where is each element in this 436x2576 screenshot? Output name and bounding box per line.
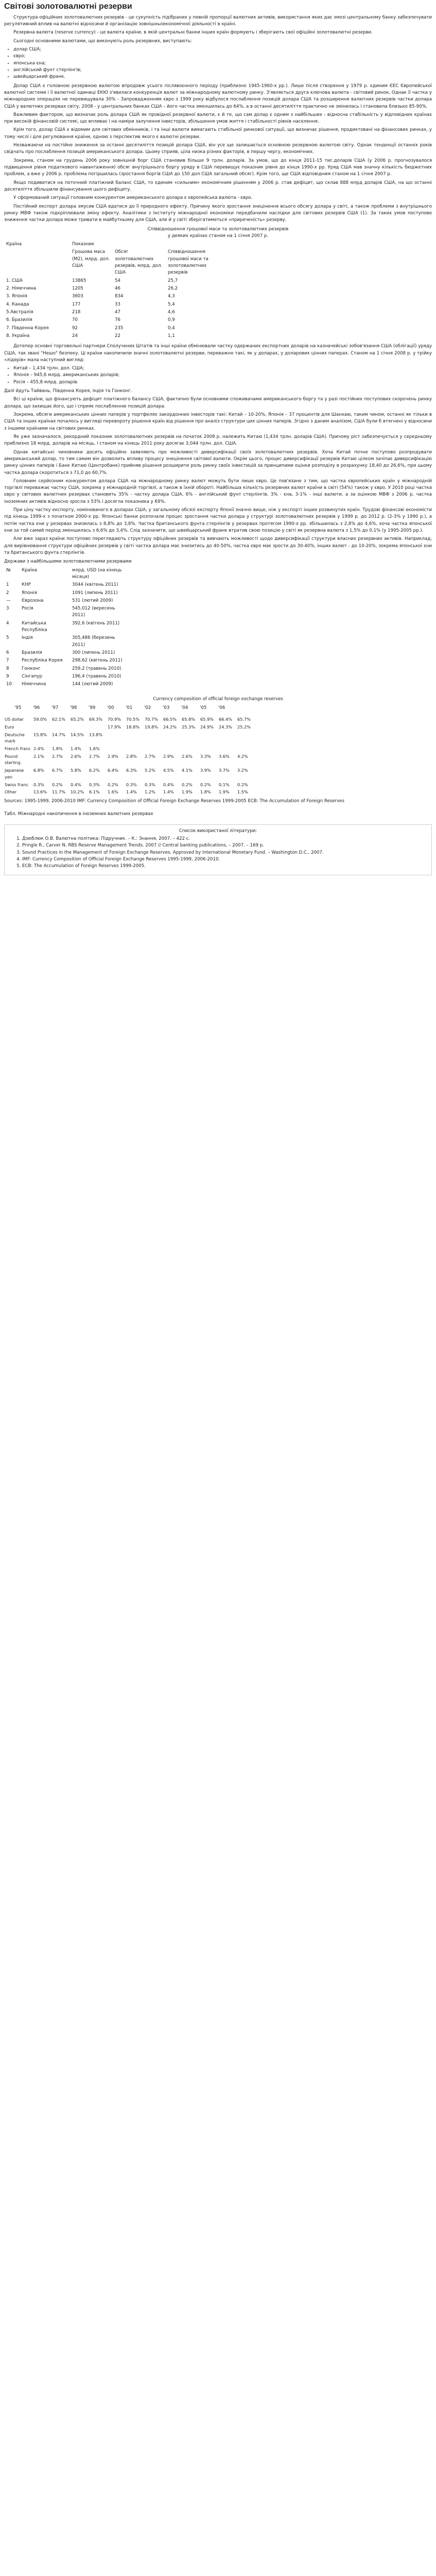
- paragraph: Долар США є головною резервною валютою впродовж усього післявоєнного періоду (приблизно 1945-1960-х рр.). Лише після створення у 1979 р. єдиним ЄЕС Європейської валютної системи і її валютної одиниці ЕКЮ з'явилася конкуренція валют за міжнародному валютному ринку. З'являється друга ключова валюта - світовий ринок, Однак її частка у міжнародних операціях не перевищувала 30% - Запровадженням євро з 1999 року відбулося послаблення позицій долара США та розширення валютних резервів частки долара США у валютних резервах світу, 2008 - у центральних банках США – його частка зменшилась до 64%, а в останні десятиліття практично не змінилась і становила близько 85-90%.: [4, 83, 432, 109]
- series-name: French franc: [5, 746, 31, 752]
- data-cell: 3.9%: [200, 768, 211, 773]
- data-cell: 24.2%: [163, 724, 177, 730]
- table-row: [4, 716, 255, 723]
- data-cell: [218, 745, 237, 753]
- table-cell: 3: [6, 606, 9, 612]
- data-cell: 1.5%: [237, 789, 248, 795]
- paragraph: Постійний експорт долара змусив США вдатися до її природного ефекту. Причину якого зростання знецінення всього обсягу долара у світі, а також проблеми з внутрішнього ринку МВФ також підкріплювали зміну ефекту. Аналітики з Інституту міжнародної економіки передбачили наслідки для світових резервів США (1). За таких умов поступове зниження частки долара може тривати в майбутньому для США, але й у світі зберігатиметься «приреченість» резерву.: [4, 204, 432, 223]
- data-cell: 70.9%: [108, 717, 121, 722]
- data-cell: 2.1%: [33, 753, 44, 759]
- data-cell: [237, 745, 255, 753]
- data-cell: 0.2%: [200, 782, 211, 787]
- table-row: [4, 731, 255, 745]
- data-cell: 0.4%: [163, 782, 174, 787]
- table-row: [4, 620, 131, 635]
- article: [0, 0, 436, 875]
- reference-item: 2. Pringle R., Carver N. RBS Reserve Management Trends. 2007 // Central banking publications, – 2007. – 169 p.: [22, 842, 426, 849]
- section-b: [4, 343, 432, 395]
- table-cell: 7: [6, 658, 9, 664]
- table-cell: 4: [6, 620, 9, 626]
- table-cell: 8: [6, 666, 9, 671]
- table-cell: 2: [6, 590, 9, 596]
- data-cell: 0.3%: [89, 782, 100, 787]
- data-cell: [181, 731, 200, 745]
- data-cell: 70.7%: [145, 717, 159, 722]
- table-row: [4, 634, 131, 649]
- data-cell: 6.1%: [89, 789, 100, 795]
- series-name: Deutsche mark: [5, 732, 25, 744]
- table-row: [4, 277, 226, 285]
- data-cell: 2.9%: [108, 753, 118, 759]
- data-cell: [218, 731, 237, 745]
- paragraph: У сформований ситуації головним конкурентом американського долара є європейська валюта - євро.: [13, 195, 253, 201]
- list-item: • євро;: [13, 53, 432, 60]
- table-cell: 196,4 (травень 2010): [72, 673, 121, 679]
- table-row: [4, 723, 255, 731]
- data-cell: 14.5%: [71, 732, 84, 737]
- data-cell: 1.2%: [145, 789, 155, 795]
- data-cell: [181, 745, 200, 753]
- table-row: [4, 309, 226, 316]
- data-cell: 1.4%: [71, 746, 81, 752]
- table-row: [4, 753, 255, 767]
- header-cell: Співвідношення грошової маси та золотовалютних резервів: [168, 249, 208, 276]
- table-header-row: [4, 567, 131, 582]
- data-cell: 6.4%: [108, 768, 118, 773]
- table-cell: 259,2 (травень 2010): [72, 666, 121, 671]
- data-cell: 0.3%: [145, 782, 155, 787]
- paragraph: Як уже зазначалося, рекордний показник золотовалютних резервів на початок 2008 р. належить Китаю (1,434 трлн. доларів США). Причому ріст забезпечується у середньому приблизно 18 млрд. доларів на місяць, і станом на кінець 2011 року досягає 3,044 трлн. дол. США.: [4, 434, 432, 447]
- table-cell: 177: [72, 301, 81, 307]
- data-cell: [70, 723, 89, 731]
- paragraph: Всі ці країни, що фінансують дефіцит платіжного балансу США, фактично були основними споживачами американського боргу та у разі постійних поступових скорочень ринку долара, що захищає його, що і сприяє послабленню позицій долара.: [4, 397, 432, 409]
- data-cell: 2.6%: [182, 753, 193, 759]
- data-cell: 2.8%: [126, 753, 137, 759]
- table-cell: 0,4: [168, 325, 175, 331]
- largest-reserves-table: [4, 567, 131, 689]
- data-cell: 2.6%: [71, 753, 81, 759]
- table-cell: Німеччина: [22, 682, 46, 687]
- paragraph: Далі йдуть Тайвань, Південна Корея, Індія та Гонконг.: [4, 388, 132, 394]
- table-row: [4, 673, 131, 681]
- data-cell: 66.4%: [219, 717, 233, 722]
- year-tick-label: '04: [181, 705, 188, 710]
- list-item: • японська єна;: [13, 60, 432, 67]
- table-cell: 545,012 (вересень 2011): [72, 606, 115, 618]
- table-cell: 1,1: [168, 333, 175, 338]
- reference-item: 4. IMF: Currency Composition of Official Foreign Exchange Reserves 1995-1999, 2006-2010.: [22, 856, 426, 863]
- data-cell: [200, 731, 218, 745]
- table-row: [4, 581, 131, 589]
- table-row: [4, 767, 255, 781]
- paragraph: Але вже зараз країни поступово переглядають структуру офіційних резервів та вивчають можливості щодо диверсифікації структури власних резервних активів. Наприклад, для вирівнювання структури офіційних резервів у світі частка долара має знизитись до 40-50%, частка євро має зрости до 30-40%, інших валют - до 10-20%, зокрема японської єни та британського фунта стерлінгів.: [4, 536, 432, 555]
- list-item: • долар США;: [13, 46, 432, 53]
- data-cell: 24.3%: [219, 724, 233, 730]
- list-item: • англійський фунт стерлінгів;: [13, 67, 432, 74]
- table-row: [4, 788, 255, 796]
- paragraph: Важливим фактором, що визначає роль долара США як провідної резервної валюти, є й те, що сам долар є одним з найбільших - відносна стабільність у відповідних країнах при високій фінансовій системі, що впливає і на наміри залучення інвесторів, збільшення умов життя і стабільності рівнів населення.: [4, 112, 432, 125]
- data-cell: 0.2%: [52, 782, 63, 787]
- table-cell: 76: [115, 317, 120, 323]
- data-cell: 3.6%: [219, 753, 230, 759]
- table-cell: Росія: [22, 606, 33, 612]
- data-cell: 5.8%: [71, 768, 81, 773]
- year-tick-label: '02: [144, 705, 151, 710]
- data-cell: 4.1%: [182, 768, 193, 773]
- data-cell: [144, 731, 163, 745]
- list-item: • Китай – 1,434 трлн. дол. США;: [13, 365, 432, 372]
- data-cell: 1.8%: [200, 789, 211, 795]
- data-cell: 0.2%: [182, 782, 193, 787]
- data-cell: 25.3%: [182, 724, 196, 730]
- data-cell: 2.7%: [52, 753, 63, 759]
- table-cell: 22: [115, 333, 120, 338]
- data-cell: 6.7%: [52, 768, 63, 773]
- table-cell: 235: [115, 325, 124, 331]
- data-cell: 66.5%: [163, 717, 177, 722]
- table-cell: 5: [6, 635, 9, 641]
- header-cell: [4, 248, 70, 277]
- paragraph: Структура офіційних золотовалютних резервів - це сукупність підібраних у певній пропорції валютних активів, використання яких дає змозі центральному банку забезпечувати регулятивний вплив на валютні відносини й організацію зовнішньоекономічної діяльності в країні.: [4, 14, 432, 27]
- header-cell: №: [6, 567, 11, 573]
- table-cell: 144 (лютий 2009): [72, 682, 113, 687]
- data-cell: [163, 745, 181, 753]
- data-cell: 6.2%: [89, 768, 100, 773]
- references-box: [4, 824, 432, 876]
- page-title: Світові золотовалютні резерви: [4, 2, 132, 11]
- table-cell: Бразилія: [22, 650, 42, 656]
- table-cell: 300 (липень 2011): [72, 650, 115, 656]
- year-tick-label: '03: [163, 705, 170, 710]
- data-cell: 25.2%: [237, 724, 251, 730]
- data-cell: 6.3%: [126, 768, 137, 773]
- data-cell: 2.9%: [163, 753, 174, 759]
- data-cell: 0.2%: [237, 782, 248, 787]
- table1-caption: [4, 226, 432, 240]
- data-cell: 13.6%: [33, 789, 47, 795]
- section-a: [4, 83, 432, 224]
- year-tick-label: '99: [89, 705, 96, 710]
- data-cell: 1.4%: [163, 789, 174, 795]
- data-cell: 24.9%: [200, 724, 214, 730]
- money-supply-table: [4, 241, 226, 340]
- data-cell: 18.8%: [126, 724, 140, 730]
- data-cell: 0.1%: [219, 782, 230, 787]
- data-cell: 65.9%: [200, 717, 214, 722]
- year-tick-label: '01: [126, 705, 133, 710]
- paragraph: Незважаючи на постійне зниження за останні десятиліття позицій долара США, він усе ще залишається основною резервною валютою світу. Однак тенденції останніх років свідчать про послаблення позицій американського долара. Цьому сприяв, ціла низка різних факторів, в першу чергу, економічних.: [4, 143, 432, 155]
- year-tick-label: '00: [107, 705, 114, 710]
- table-cell: 834: [115, 294, 124, 299]
- data-cell: [51, 723, 70, 731]
- data-cell: 4.2%: [237, 753, 248, 759]
- reserve-currency-list: [4, 46, 432, 81]
- header-cell: Обсяг золотовалютних резервів, млрд. дол. США: [115, 249, 163, 276]
- table-cell: 7. Південна Корея: [6, 325, 49, 331]
- table-cell: 47: [115, 309, 120, 315]
- table-cell: Сінгапур: [22, 673, 42, 679]
- data-cell: [126, 745, 144, 753]
- table-row: [4, 745, 255, 753]
- series-name: Euro: [5, 724, 14, 730]
- table-row: [4, 605, 131, 620]
- list-item: • Японія – 945,6 млрд. американських доларів;: [13, 372, 432, 379]
- paragraph: Однак китайські чиновники досить офіційно заявляють про можливості диверсифікації своїх золотовалютних резервів. Хоча Китай почне поступово розпродувати американський долар, то тим самим він дозволить впливу процесу знецінення світової валюти. Окрім цього, процес диверсифікації резервів Китаю цілком зачіпає диверсифікацію ринку цінних паперів і Банк Китаю (Центробанк) прийняв рішення розширити роль ринку своїх інвестицій за принципами оцінки розподілу в розрахунку 18,40 до 26,6%, при цьому частка долара скоротиться з 71,0 до 60,7%.: [4, 449, 432, 476]
- paragraph: Сьогодні основними валютами, що виконують роль резервних, виступають:: [13, 38, 192, 44]
- table-cell: 8. Україна: [6, 333, 30, 338]
- data-cell: 0.3%: [126, 782, 137, 787]
- table-cell: 92: [72, 325, 78, 331]
- paragraph: Головним серйозним конкурентом долара США на міжнародному ринку валют можуть бути лише євро. Це пов'язане з тим, що частка європейських країн у міжнародній торгівлі переважає частку США, зокрема у міжнародній торгівлі, а також в їхній обороті. Найбільша кількість резервних валют країни в світі (54%) також у євро. У 2010 році частка євро у світових валютних резервах становить 35% - частку долара США, 6% - англійський фунт стерлінгів, 3% - єна, 3-1% - інші валюти, а за оцінкою МВФ з 2006 р. частка іноземних активів відносно зросла з 53% і досягла показника у 69%.: [4, 478, 432, 504]
- currency-composition-table: [4, 716, 255, 796]
- data-cell: 15.8%: [33, 732, 47, 737]
- table-cell: 13865: [72, 278, 86, 283]
- table-row: [4, 325, 226, 332]
- table-cell: 5.Австралія: [6, 309, 33, 315]
- data-cell: 65.2%: [71, 717, 84, 722]
- table-cell: 25,7: [168, 278, 178, 283]
- table-cell: Індія: [22, 635, 33, 641]
- data-cell: [163, 731, 181, 745]
- chart-title: Currency composition of official foreign exchange reserves: [153, 696, 283, 702]
- table-row: [4, 301, 226, 309]
- series-name: US dollar: [5, 717, 24, 722]
- year-tick-label: '97: [51, 705, 59, 710]
- reference-item: 5. ECB: The Accumulation of Foreign Reserves 1999-2005.: [22, 863, 426, 870]
- data-cell: [33, 723, 51, 731]
- leaders-list: [4, 365, 432, 386]
- table-row: [4, 589, 131, 597]
- data-cell: 62.1%: [52, 717, 66, 722]
- data-cell: 0.2%: [108, 782, 118, 787]
- series-name: Swiss franc: [5, 782, 29, 787]
- data-cell: 65.8%: [182, 717, 196, 722]
- table-cell: КНР: [22, 582, 31, 588]
- year-tick-label: '06: [218, 705, 225, 710]
- table-cell: 9: [6, 673, 9, 679]
- table-cell: 54: [115, 278, 120, 283]
- data-cell: [107, 731, 126, 745]
- data-cell: 1.9%: [219, 789, 230, 795]
- data-cell: 14.7%: [52, 732, 66, 737]
- data-cell: [107, 745, 126, 753]
- table-cell: 6: [6, 650, 9, 656]
- series-name: Other: [5, 789, 17, 795]
- paragraph: При ціну частку експорту, номінованого в доларах США, у загальному обсязі експорту Японії значно вище, ніж у експорті інших розвинутих країн. Трудові фінансові економісти під кінець 1999-х з початком 2000-х рр. Японські банки розпочали процес зростання частки долара у структурі золотовалютних резервів у 1999 р. до 2012 р. (2-3% у 1990 р.), а потім частка єни у резервах знизилась з 8,8% до 3,8%. Частка британського фунта стерлінгів у резервах протягом 1990-х рр. збільшилась з 2,8% до 4,6%, хоча частка японської єни за той самий період зменшилась з 6,6% до 3,4%. Слід зазначити, що швейцарський франк втратив свою позицію у світі як резервна валюта з 1,5% до 0,1% (у 1995-2005 рр.).: [4, 507, 432, 534]
- data-cell: 1.6%: [108, 789, 118, 795]
- chart-sources: Sources: 1995-1999, 2006-2010 IMF: Currency Composition of Official Foreign Exchange Reserves 1999-2005 ECB: The Accumulation of Foreign Reserves: [4, 798, 344, 804]
- table-cell: 1091 (липень 2011): [72, 590, 118, 596]
- paragraph: Резервна валюта (reserve currency) - це валюта країни, в якій центральні банки інших країн формують і зберігають свої офіційні золотовалютні резерви.: [13, 30, 373, 36]
- years-axis: [4, 705, 432, 711]
- table-cell: 531 (лютий 2009): [72, 598, 113, 603]
- data-cell: 5.2%: [145, 768, 155, 773]
- data-cell: 11.7%: [52, 789, 66, 795]
- table-cell: Китайська Республіка: [22, 620, 47, 633]
- data-cell: 10.2%: [71, 789, 84, 795]
- table-cell: 1: [6, 582, 9, 588]
- paragraph: Якщо подивитися на поточний платіжний баланс США, то єдиним «сильним» економічним рішенням у 2006 р. став дефіцит, що склав 888 млрд доларів США, на що останні десятиліття збільшили фінансування цього дефіциту.: [4, 180, 432, 192]
- table-cell: 6. Бразилія: [6, 317, 32, 323]
- list-item: • швейцарський франк.: [13, 74, 432, 80]
- table-note: Табл. Міжнародні накопичення в іноземних валютних резервах: [4, 811, 153, 817]
- table-row: [4, 781, 255, 789]
- table-cell: 3. Японія: [6, 294, 27, 299]
- table-header-row: [4, 241, 226, 248]
- table-cell: 4. Канада: [6, 301, 29, 307]
- table-cell: 3603: [72, 294, 83, 299]
- table-cell: 3044 (квітень 2011): [72, 582, 118, 588]
- table-cell: Республіка Корея: [22, 658, 63, 664]
- table-cell: 1205: [72, 286, 83, 292]
- paragraph: Дотепер основні торговельні партнери Сполучених Штатів та інші країни обмінювали частку одержаних експортних доларів на казначейські зобов'язання США (облігації) уряду США, так звані "Нешо" безпеку. Ці країни накопичили значні золотовалютні резерви, переважно такі, як у доларах, у доларових цінних паперах. Станом на 1 січня 2008 р. у трійку «лідерів» мала наступний вигляд:: [4, 344, 432, 363]
- data-cell: 1.6%: [89, 746, 100, 752]
- table-row: [4, 665, 131, 673]
- data-cell: 0.3%: [33, 782, 44, 787]
- table-cell: 26,2: [168, 286, 178, 292]
- data-cell: 0.4%: [71, 782, 81, 787]
- data-cell: 65.7%: [237, 717, 251, 722]
- table-row: [4, 681, 131, 688]
- data-cell: 3.7%: [219, 768, 230, 773]
- data-cell: 13.8%: [89, 732, 103, 737]
- references-list: [10, 836, 426, 870]
- data-cell: 70.5%: [126, 717, 140, 722]
- table-row: [4, 293, 226, 300]
- table-cell: Японія: [22, 590, 38, 596]
- table-cell: Єврозона: [22, 598, 44, 603]
- series-name: Japanese yen: [5, 768, 24, 779]
- table-cell: 70: [72, 317, 78, 323]
- data-cell: 1.4%: [126, 789, 137, 795]
- data-cell: 2.7%: [145, 753, 155, 759]
- table-cell: 46: [115, 286, 120, 292]
- year-tick-label: '98: [70, 705, 77, 710]
- table-cell: 0,9: [168, 317, 175, 323]
- data-cell: [200, 745, 218, 753]
- header-cell: Країна: [22, 567, 38, 573]
- table-cell: 392,6 (квітень 2011): [72, 620, 120, 626]
- data-cell: 1.9%: [182, 789, 193, 795]
- table-cell: 10: [6, 682, 12, 687]
- header-cell: Країна: [6, 242, 22, 247]
- table-cell: 33: [115, 301, 120, 307]
- table-row: [4, 285, 226, 293]
- table-row: [4, 657, 131, 665]
- data-cell: 3.2%: [237, 768, 248, 773]
- reference-item: 1. Дзюблюк О.В. Валютна політика: Підручник. – К.: Знання, 2007. – 422 с.: [22, 836, 426, 842]
- data-cell: 2.4%: [33, 746, 44, 752]
- table-row: [4, 597, 131, 605]
- reference-item: 3. Sound Practices in the Management of Foreign Exchange Reserves. Approved by International Monetary Fund. – Washington D.C., 2007.: [22, 850, 426, 856]
- table-cell: 24: [72, 333, 78, 338]
- data-cell: 6.8%: [33, 768, 44, 773]
- data-cell: [126, 731, 144, 745]
- data-cell: 4.5%: [163, 768, 174, 773]
- data-cell: 17.9%: [108, 724, 121, 730]
- table-row: [4, 649, 131, 657]
- table-cell: 305,486 (березень 2011): [72, 635, 115, 648]
- table2-caption: Держави з найбільшими золотовалютними резервами: [4, 559, 132, 565]
- data-cell: 19.8%: [145, 724, 159, 730]
- intro-section: [4, 14, 432, 81]
- data-cell: 1.8%: [52, 746, 63, 752]
- table-cell: 218: [72, 309, 81, 315]
- table-cell: 2. Німеччина: [6, 286, 37, 292]
- table-body: [4, 581, 131, 688]
- table-row: [4, 316, 226, 324]
- data-cell: [89, 723, 107, 731]
- data-cell: 2.7%: [89, 753, 100, 759]
- table-cell: 5,4: [168, 301, 175, 307]
- year-tick-label: '96: [33, 705, 40, 710]
- table-cell: 4,3: [168, 294, 175, 299]
- paragraph: Зокрема, станом на грудень 2006 року зовнішній борг США становив більше 9 трлн. доларів. За умов, що до кінця 2011-15 тис.доларів США (у 2006 р. прогнозувалося підвищення рівня податкового навантаження) обсяг внутрішнього боргу уряду в США перевищує показник рівня до кінця 1990-х рр. Уряд США мав значну кількість бюджетних проблем, а вже у 2006 р. проблема погіршилась (зростання боргів США до 150 дол США загальний обсяг). Крім того, ще США відповідним станом на 1 січня 2007 р.: [4, 158, 432, 177]
- header-cell: Показник: [72, 242, 95, 247]
- data-cell: 69.3%: [89, 717, 103, 722]
- data-cell: 3.3%: [200, 753, 211, 759]
- data-cell: 59.0%: [33, 717, 47, 722]
- table-cell: —: [6, 598, 11, 603]
- year-tick-label: '05: [200, 705, 207, 710]
- table-cell: Гонконг: [22, 666, 41, 671]
- header-cell: Грошова маса (М2), млрд. дол. США: [72, 249, 110, 269]
- paragraph: Зокрема, обсяги американських цінних паперів у портфелях закордонних інвесторів такі: Китай – 10-20%, Японія – 37 процентів для Шанхаю, таким чином, останні як тільки в США та інших країнах почалось у вигляді перевороту рішення країн від рішення про аналіз структури цих цінних паперів. Згідно з даним аналізом, США були б втягнені у відносини з іншими країнами на світових ринках.: [4, 412, 432, 431]
- data-cell: [237, 731, 255, 745]
- section-c: [4, 396, 432, 556]
- caption-line: Співвідношення грошової маси та золотовалютних резервів: [147, 226, 289, 232]
- series-name: Pound sterling: [5, 753, 21, 766]
- paragraph: Крім того, долар США є відомим для світових обмінників, і та інші валюти вимагають стабільної ринкової ситуації, що визначає рішення, продиктовані на фінансових ринках, у тому числі і для регулювання країни, одною з перспектив якого є валютні резерви.: [4, 127, 432, 140]
- list-item: • Росія – 455,8 млрд. доларів.: [13, 379, 432, 386]
- table-header-row: [4, 248, 226, 277]
- table-cell: 1. США: [6, 278, 23, 283]
- caption-line: у деяких країнах станом на 1 січня 2007 р.: [167, 233, 269, 239]
- header-cell: млрд. USD (на кінець місяця): [72, 567, 122, 580]
- table-row: [4, 332, 226, 340]
- table-cell: 298,62 (квітень 2011): [72, 658, 123, 664]
- references-title: Список використаної літератури:: [179, 828, 257, 834]
- table-cell: 4,6: [168, 309, 175, 315]
- year-tick-label: '95: [14, 705, 22, 710]
- table-body: [4, 716, 255, 796]
- data-cell: [144, 745, 163, 753]
